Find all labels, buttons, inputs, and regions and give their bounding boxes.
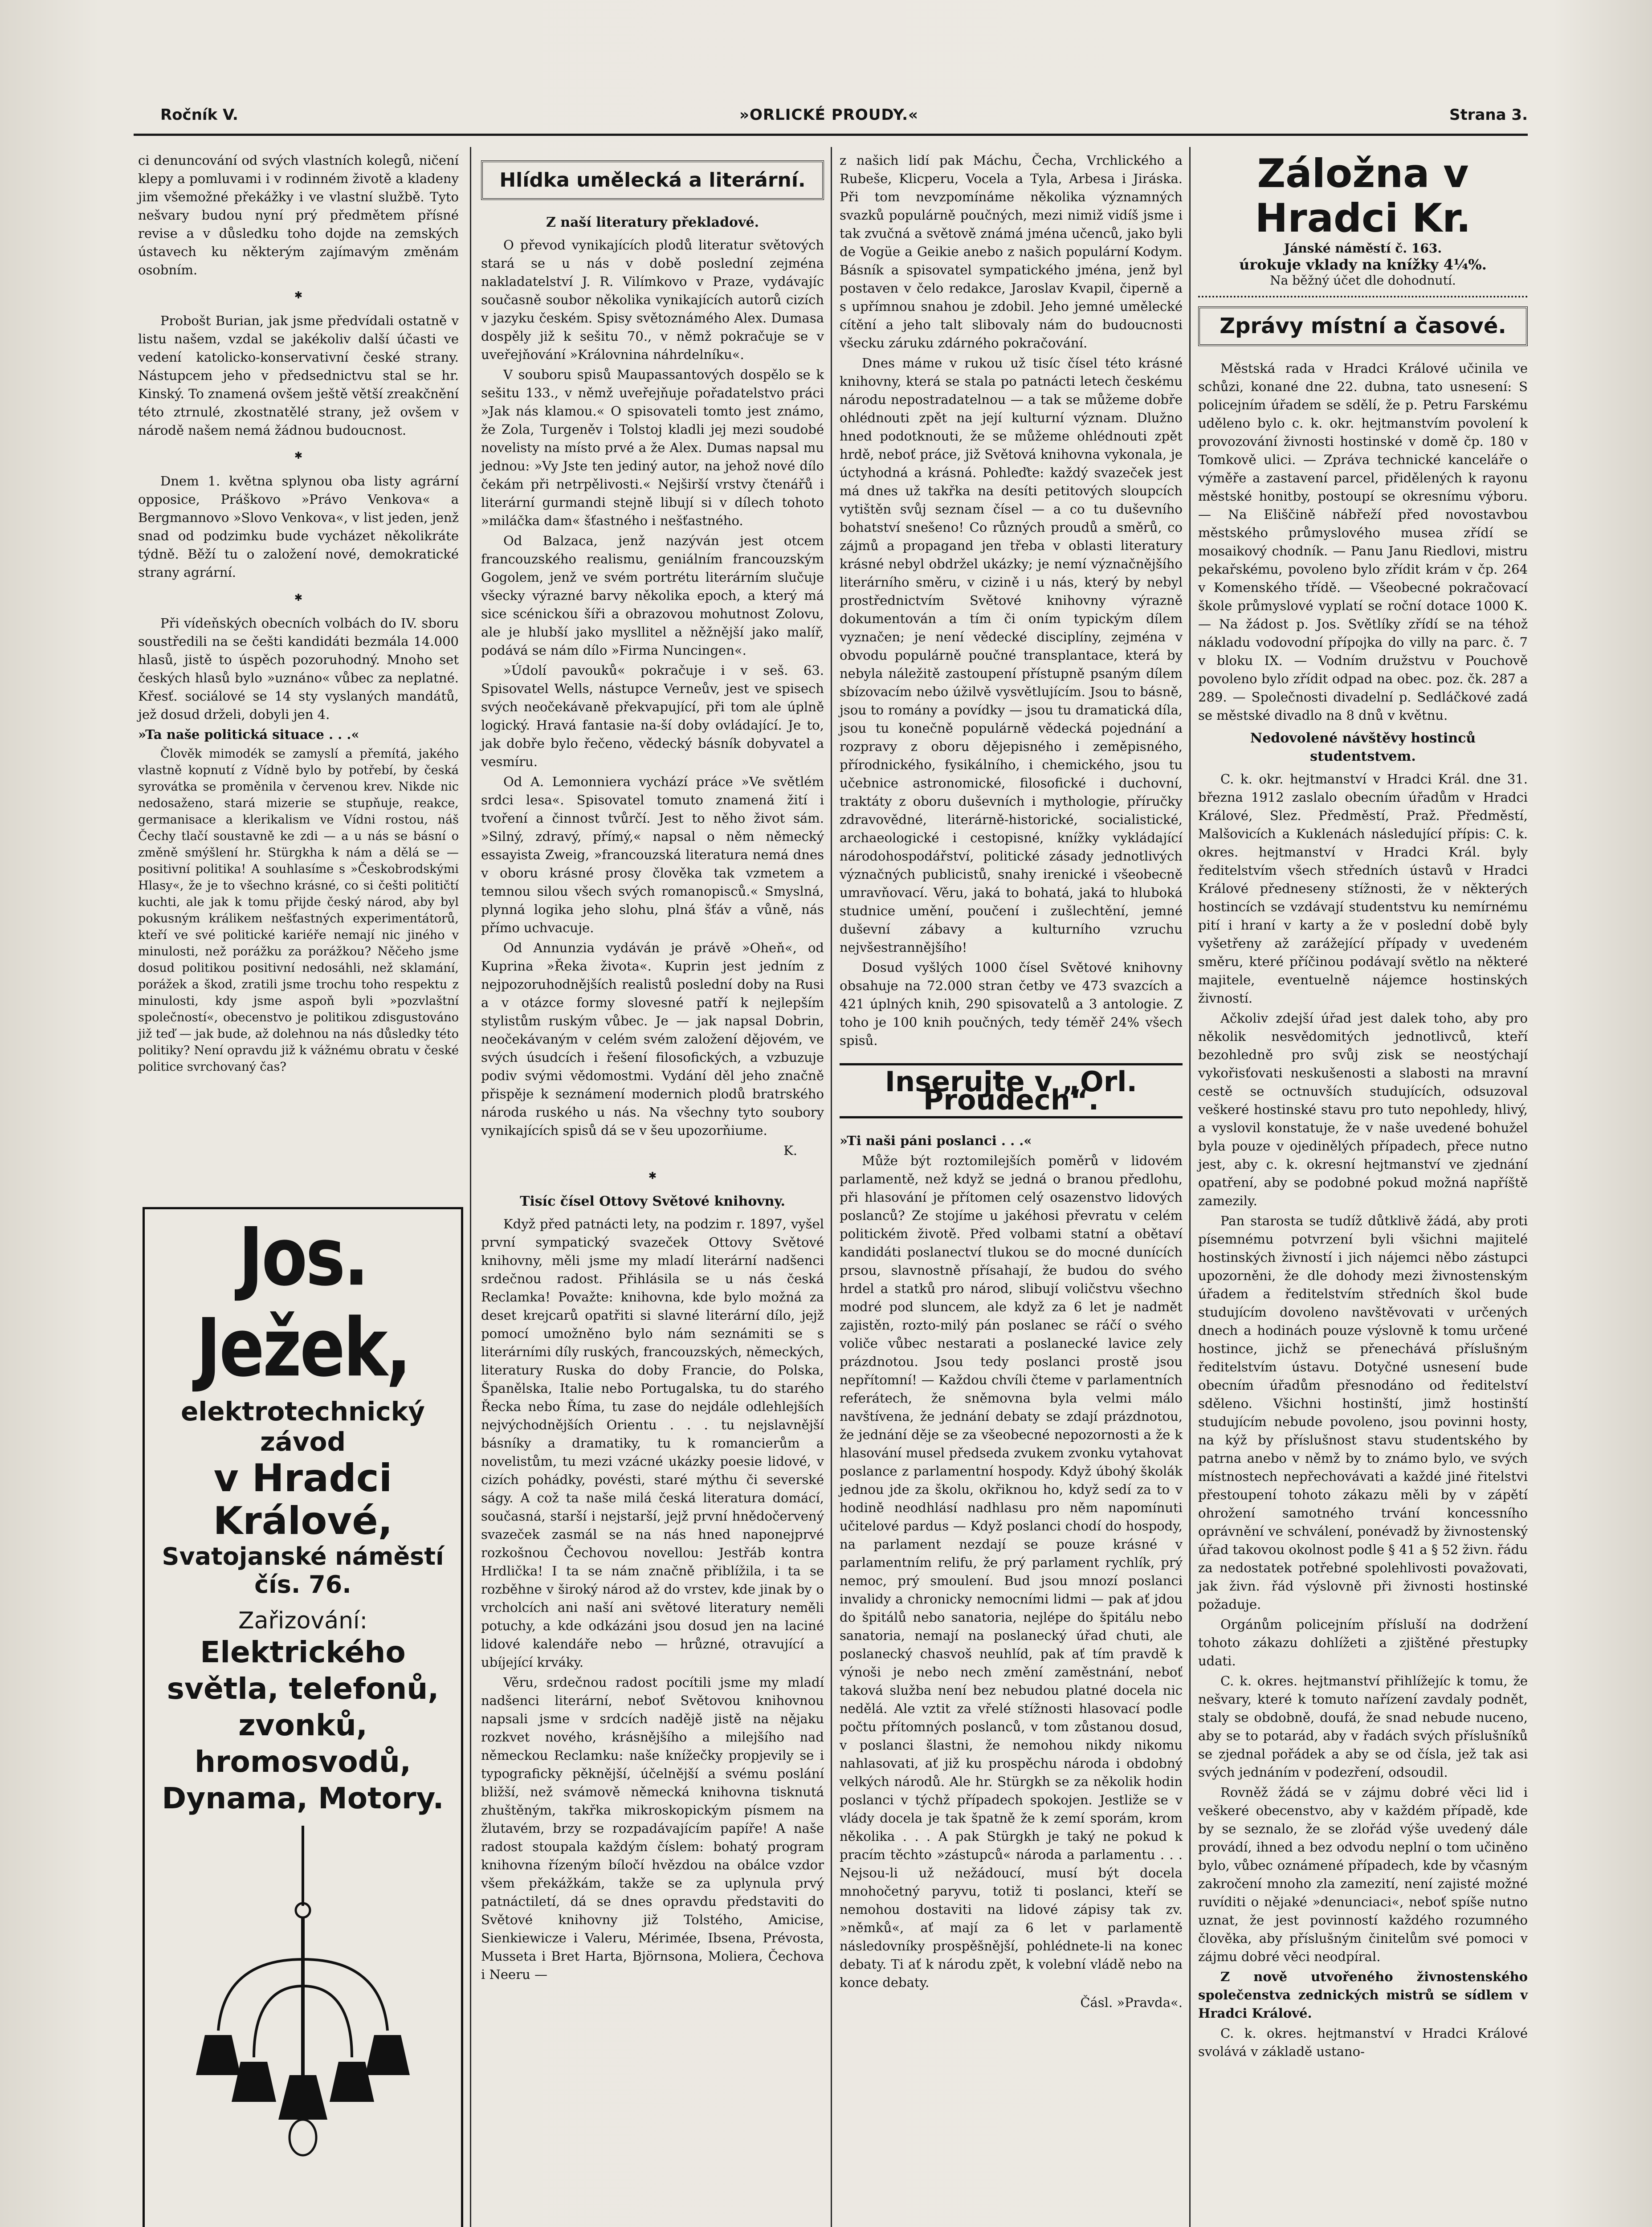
article-paragraph: Dosud vyšlých 1000 čísel Světové knihovny obsahuje na 72.000 stran četby ve 473 svazcích a 421 úplných knih, 290 spisovatelů a 3 antologie. Z toho je 100 knih poučných, tedy téměř 24% všech spisů. [840,960,1183,1048]
article-paragraph: Rovněž žádá se v zájmu dobré věci lid i veškeré obecenstvo, aby v každém případě, kde by se seznalo, že se zlořád výše uvedený dále provádí, ihned a bez odvodu neplní o tom učiněno bylo, vůbec oznámené případech, kde by včasným zakročení mnoho zla zamezití, není zajisté možné ruvíditi o nějaké »denunciaci«, neboť spíše nutno uznat, že jest povinností každého rozumného člověka, aby příslušným činitelům své pomoci v zájmu dobré věci neodpíral. [1198,1785,1528,1964]
ad-services: Elektrického světla, telefonů, zvonků, hromosvodů, Dynama, Motory. [162,1635,444,1815]
column-2 [481,151,824,1986]
article-lead: »Ti naši páni poslanci . . .« [840,1133,1032,1148]
article-paragraph: Od Annunzia vydáván je právě »Oheň«, od Kuprina »Řeka života«. Kuprin jest jedním z nejpozoruhodnějších realistů poslední doby na Rusi a v otázce formy slovesné patří k nejlepším stylistům ruským vůbec. Je — jak napsal Dobrin, neočekávaným v celém svém založení dějovém, ve svých úsudcích i řešení filosofických, a vzbuzuje podiv svými vědomostmi. Vydání děl jeho značně přispěje k seznámení modernich plodů bratrského národa ruského u nás. Na všechny tyto soubory vynikajících spisů dá se v šeu upozorňiume. [481,940,824,1138]
article-paragraph: C. k. okr. hejtmanství v Hradci Král. dne 31. března 1912 zaslalo obecním úřadům v Hradci Králové, Slez. Předměstí, Praž. Předměstí, Malšovicích a Kuklenách následující přípis: C. k. okres. hejtmanství v Hradci Král. byly ředitelstvím všech středních ústavů v Hradci Králové předneseny stížnosti, že v některých hostincích se vzdávají studentstvu ku nemírnému pití i hraní v karty a že v poslední době byly vyšetřeny až zarážející případy v uvedeném směru, které příčinou podávají světlo na některé majitele, eventuelně nájemce hostinských živností. [1198,771,1528,1006]
page-number: Strana 3. [1449,106,1528,124]
article-paragraph: Ačkoliv zdejší úřad jest dalek toho, aby pro několik nesvědomitých jednotlivců, kteří bezohledně pro svůj zisk se neostýchají vykořisťovati neskušenosti a slabosti na mravní cestě se octnuvších studujících, odsuzoval veškeré hostinské stavu pro tuto nepohledy, hlivý, a vyslovil konstatuje, že v naše uvedené bohužel byla pouze v ojedinělých případech, přece nutno jest, aby c. k. okresní hejtmanství ve zjednání opatření, aby se podobné pokud možná napříště zamezily. [1198,1011,1528,1208]
ad-services-label: Zařizování: [238,1607,367,1634]
article-paragraph: C. k. okres. hejtmanství v Hradci Králové svolává v základě ustano- [1198,2026,1528,2059]
article-paragraph: Dnem 1. května splynou oba listy agrární opposice, Práškovo »Právo Venkova« a Bergmannovo »Slovo Venkova«, v list jeden, jenž snad od podzimku bude vycházet několikráte týdně. Běží tu o založení nové, demokratické strany agrární. [138,473,459,580]
article-heading: Z naší literatury překladové. [546,215,759,230]
article-paragraph: O převod vynikajících plodů literatur světových stará se u nás v době poslední zejména nakladatelství J. R. Vilímkovo v Praze, vydávajíc současně soubor několika vynikajících autorů cizích v jazyku českém. Spisy světoznámého Alex. Dumasa dospěly již k sešitu 70., v němž pokračuje se v uveřejňování »Královnina náhrdelníku«. [481,237,824,362]
article-paragraph: Může být roztomilejších poměrů v lidovém parlamentě, než když se jedná o branou předlohu, při hlasování je přítomen celý osazenstvo lidových poslanců? Ze stojíme u jakéhosi převratu v celém politickém životě. Před volbami statní a obětaví kandidáti poslanectví tlukou se do mocné dunících prsou, slavnostně přísahají, že budou do svého hrdel a statků pro národ, slibují voličstvu všechno modré pod sluncem, ale když za 6 let je nadmět zajistěn, rozto-milý pán poslanec se ráčí o svého voliče vůbec nestarati a poslanecké lavice zely prázdnotou. Jsou tedy poslanci prostě jsou nepřítomní! — Každou chvíli čteme v parlamentních referátech, že sněmovna byla velmi málo navštívena, že jednání debaty se zdají prázdnotou, že jednání děje se za všeobecné nepozornosti a že k hlasování musel předseda zvukem zvonku vytahovat poslance z parlamentní hospody. Když úbohý školák jednou jde za školu, okřiknou ho, když sedí za to v hodině neodhlásí nadhlasu pro něm napomínuti učitelové pardus — Když poslanci chodí do hospody, na parlament nezdají se pouze krásné v parlamentním relifu, že prý parlament rychlík, prý nemoc, prý smoulení. Bud jsou mnozí poslanci invalidy a chronicky nemocními lidmi — pak ať jdou do špitálů nebo sanatoria, nejlépe do špitálu nebo sanatoria, nemají na poslanecký úřad chuti, ale poslanecký chasvoš neuhlíd, pak ať tím pravdě k výnoši je nebo nech změní zaměstnání, neboť taková služba není bez nebudou platné docela nic nedělá. Ale vztit za vřelé stížnosti hlasovací podle počtu přítomných poslanců, v tom zůstanou dosud, v poslanci šlastni, že nemohou nikdy nikomu nahlasovati, ať již ku prospěchu národa i obdobný velkých národů. Ale hr. Stürgkh se za několik hodin poslanci v týchž případech spokojen. Jestliže se v vlády docela je tak špatně že k zemí sporám, krom několika . . . A pak Stürgkh je taký ne pokud k pracím těchto »zástupců« národa a parlamentu . . . Nejsou-li už nežádoucí, musí být docela mnohočetný paryvu, totiž ti poslanci, kteří se nemohou dostaviti na lidové zápisy tak zv. »němků«, ať mají za 6 let v parlamentě následovníky prospěšnější, pohlédnete-li na konec debaty. Ti ať k národu zpět, k volební vládě nebo na konce debaty. [840,1153,1183,1990]
article-paragraph: Věru, srdečnou radost pocítili jsme my mladí nadšenci literární, neboť Světovou knihovnou napsali jsme v srdcích nadějě jistě na nějaku rozkvet nového, krásnějšího a milejšího nad německou Reclamku: naše knížečky propjevily se i typograficky pěknější, účelnější a svému poslání bližší, než svámově německá knihovna tisknutá zhuštěným, takřka mikroskopickým písmem na žlutavém, brzy se rozpadávajícím papíře! A naše radost stoupala každým číslem: bohatý program knihovna řízeným bíločí hvězdou na obálce vzdor všem překážkám, takže se za uplynula prvý patnáctiletí, dá se dnes opravdu představiti do Světové knihovny již Tolstého, Amicise, Sienkiewicze i Valeru, Mérimée, Ibsena, Prévosta, Musseta i Bret Harta, Björnsona, Moliera, Čechova i Neeru — [481,1675,824,1982]
section-box-local-news: Zprávy místní a časové. [1198,306,1528,346]
article-paragraph: Když před patnácti lety, na podzim r. 1897, vyšel první sympatický svazeček Ottovy Světové knihovny, měli jsme my mladí literární nadšenci srdečnou radost. Přihlásila se u nás česká Reclamka! Považte: knihovna, kde bylo možná za deset krejcarů opatřiti si slavné literární dílo, jejž pomocí umožněno bylo nám seznámiti se s literárními díly ruských, francouzských, německých, literatury Ruska do doby Francie, do Polska, Španělska, Italie nebo Portugalska, tu do starého Řecka nebo Říma, tu zase do nejdále odlehlejších nejvýchodnějších Orientu . . . tu nejslavnější básníky a dramatiky, tu k romancierům a novelistům, tu mezi vzácné ukázky poesie lidové, v cizích pohádky, povésti, staré mýthu či severské ságy. A což ta naše milá česká literatura domácí, současná, starší i nejstarší, jejž první hnědočervený svazeček zasmál se na nás hned naponejprvé rozkošnou Čechovou novellou: Jestřáb kontra Hrdlička! I ta se nám značně přiblížila, i ta se rozběhne v široký národ až do vrstev, kde jinak by o vrcholcích ani naší ani světové literatury neměli potuchy, a kde odkázáni jsou dosud jen na laciné lidové kalendáře nebo — hrůzné, otravující a ubíjející krváky. [481,1216,824,1670]
article-paragraph: z našich lidí pak Máchu, Čecha, Vrchlického a Rubeše, Klicperu, Vocela a Tyla, Arbesa i Jiráska. Při tom nevzpomínáme několika významných svazků populárně poučných, mezi nimiž vidíš jsme i tak zvučná a světově známá jména učenců, jako byli de Vogüe a Geikie anebo z našich populární Kodym. Básník a spisovatel sympatického jména, jenž byl postaven v čelo redakce, Jaroslav Kvapil, čiperně a s upřímnou snahou je zdobil. Jeho jemné umělecké cítění a jeho talt slibovaly nám do budoucnosti všecku záruku zdárného pokračování. [840,153,1183,351]
column-divider [1189,147,1191,2227]
separator-star: ✱ [294,290,303,301]
article-signature: K. [783,1143,797,1158]
article-signature: Čásl. »Pravda«. [1080,1995,1183,2010]
section-box-literary: Hlídka umělecká a literární. [481,160,824,200]
masthead-title: »ORLICKÉ PROUDY.« [739,106,918,124]
article-paragraph: Při vídeňských obecních volbách do IV. sboru soustředili na se češti kandidáti bezmála 14.000 hlasů, jistě to úspěch pozoruhodný. Mnoho set českých hlasů bylo »uznáno« vůbec za neplatné. Křesť. sociálové se 14 sty vyslaných mandátů, jež dosud drželi, dobyli jen 4. [138,616,459,722]
ad-company-name: Jos. Ježek, [196,1211,410,1395]
article-paragraph: V souboru spisů Maupassantových dospělo se k sešitu 133., v němž uveřejňuje pořadatelstvo práci »Jak nás klamou.« O spisovateli tomto jest známo, že Zola, Turgeněv i Tolstoj kladli jej mezi soudobé novelisty na místo prvé a že Alex. Dumas napsal mu jednou: »Vy Jste ten jediný autor, na jehož nové dílo čekám při netrpělivosti.« Nejširší vrstvy čtenářů i literární gurmandi stejně libují si v dílech tohoto »miláčka dam« šťastného i nešťastného. [481,367,824,528]
column-divider [831,147,832,2227]
article-heading: Nedovolené návštěvy hostinců studentstvem. [1250,730,1476,764]
article-lead: Z nově utvořeného živnostenského společenstva zednických mistrů se sídlem v Hradci Králové. [1198,1969,1528,2021]
article-lead: »Ta naše politická situace . . .« [138,727,359,742]
ad-business-type: elektrotechnický závod [181,1396,425,1457]
separator-star: ✱ [294,450,303,461]
column-3 [840,151,1183,2014]
article-paragraph: C. k. okres. hejtmanství přihlížejíc k tomu, že nešvary, které k tomuto nařízení zavdaly podnět, staly se obdobně, doufá, že snad nebude nuceno, aby se to potarád, aby v řadách svých příslušníků se zjednal pořádek a aby se od čísla, jež tak asi svých jednáním v podezření, odsoudil. [1198,1673,1528,1780]
article-paragraph: Probošt Burian, jak jsme předvídali ostatně v listu našem, vzdal se jakékoliv další účasti ve vedení katolicko-konservativní české strany. Nástupcem jeho v předsednictvu stal se hr. Kinský. To znamená ovšem ještě větší zreakčnění této ztrnulé, zkostnatělé strany, jež ovšem v národě našem nemá žádnou budoucnost. [138,313,459,438]
jezek-advertisement [143,1207,463,2227]
article-paragraph: Pan starosta se tudíž důtklivě žádá, aby proti písemnému potvrzení byli všichni majitelé hostinských živností i jich nájemci něbo zástupci upozorněni, že dle dohody mezi živnostenským úřadem a ředitelstvím středních škol bude studujícím dovoleno navštěvovati v určených dnech a hodinách pouze výslovně k tomu určené hostince, jichž se přenechává příslušným ředitelstvím ústavu. Dotyčné usnesení bude obecním úřadům přesnodáno od ředitelství sděleno. Všichni hostinští, jimž hostinští studujícím nebude povoleno, jsou povinni hosty, na kýž by příslušnost stavu studentského by patrna anebo v němž by to známo bylo, ve svých místnostech nepřechovávati a každé jiné řitelstvi přestoupení tohoto zákazu měli by v zápětí ohrožení samotného trvání koncessního oprávnění ve schválení, ponévadž by živnostenský úřad takovou okolnost podle § 41 a § 52 živn. řádu za nedostatek potřebné spolehlivosti považovati, jak živn. řád výslovně při živnosti hostinské požaduje. [1198,1213,1528,1612]
article-paragraph: ci denuncování od svých vlastních kolegů, ničení klepy a pomluvami i v rodinném životě a kladeny jim všemožné překážky i ve vlastní službě. Tyto nešvary budou nyní prý předmětem přísné revise a v důsledku toho dojde na zemských ústavech ku některým zajímavým změnám osobním. [138,153,459,277]
article-paragraph: Dnes máme v rukou už tisíc čísel této krásné knihovny, která se stala po patnácti letech českému národu nepostradatelnou — a tak se můžeme dobře ohlédnouti zpět na její kulturní význam. Dlužno hned podotknouti, že se můžeme ohlédnouti zpět hrdě, neboť práce, již Světová knihovna vykonala, je úctyhodná a krásná. Pohleďte: každý svazeček jest má dnes už takřka na desíti petitových sloupcích vytištěn svůj seznam čísel — a co tu duševního bohatství snešeno! Co různých proudů a směrů, co zájmů a propagand jen třeba v oblasti literatury krásné nebyl obdržel ukázky; je nemí význačnějšího literárního směru, v cizině i u nás, který by nebyl prostřednictvím Světové knihovny výrazně dokumentován a tím či oním typickým dílem vyznačen; je není vědecké disciplíny, zejména v obvodu populárně poučné transplantace, která by nebyla náležitě zastoupení přístupně psaným dílem sbízovacím nebo úžilvě vysvětlujícím. Jsou to básně, jsou to romány a povídky — jsou tu dramatická díla, jsou tu konečně populárně vědecká pojednání a rozpravy z oboru dějepisného i zeměpisného, přírodnického, fysikálního, i chemického, jsou tu učebnice astronomické, filosofické i duchovní, traktáty z oboru duševních i mythologie, příručky zdravovědné, literárně-historické, socialistické, archaeologické i cestopisné, knížky vykládající národohospodářství, politické zásady jednotlivých význačných publicistů, snahy irenické i všeobecně umravňovací. Věru, jaká to bohatá, jaká to hluboká studnice umění, poučení i zušlechtění, jemné duševní zábavy a kulturního vzruchu nejvšestrannějšího! [840,355,1183,955]
article-paragraph: Od Balzaca, jenž nazýván jest otcem francouzského realismu, geniálním francouzským Gogolem, jenž ve svém portrétu literárním slučuje všecky výrazné barvy několika epoch, a který má sice scénickou šíři a obrazovou mohutnost Zolovu, ale je hlubší jako mysllitel a něžnější jako malíř, podává se nám dílo »Firma Nuncingen«. [481,533,824,658]
article-paragraph: »Údolí pavouků« pokračuje i v seš. 63. Spisovatel Wells, nástupce Verneův, jest ve spisech svých neočekávaně překvapující, při tom ale úplně logický. Hravá fantasie na-ší doby ovládající. Je to, jak dobře bylo řečeno, vědecký básník dobyvatel a vesmíru. [481,663,824,769]
page-header [160,106,1528,128]
ad-address: Svatojanské náměstí čís. 76. [162,1542,444,1599]
column-1 [138,151,459,1077]
article-paragraph: Člověk mimodék se zamyslí a přemítá, jakého vlastně kopnutí z Vídně bylo by potřebí, by česká syrovátka se proměnila v červenou krev. Nikde nic nedosaženo, stará mizerie se stupňuje, reakce, germanisace a klerikalism ve Vídni rostou, náš Čechy tlačí soustavně ke zdi — a u nás se básní o změně smýšlení hr. Stürgkha k nám a dělá se — positivní politika! A souhlasíme s »Českobrodskými Hlasy«, že je to všechno krásné, co si češti političtí kuchti, ale jak k tomu přijde český národ, aby byl pokusným králikem nešťastných experimentátorů, kteří ve své politické kariéře nemají nic jiného v minulosti, než porážku za porážkou? Něčeho jsme dosud politikou positivní nedosáhli, než sklamání, porážek a škod, zratili jsme trochu toho respektu z minulosti, kdy jsme aspoň byli »pozvlaštní společností«, obecenstvo je politikou zdisgustováno již teď — jak bude, až dolehnou na nás důsledky této politiky? Není opravdu již k vážnému obratu v české politice svrchovaný čas? [138,747,459,1074]
article-paragraph: Od A. Lemonniera vychází práce »Ve světlém srdci lesa«. Spisovatel tomuto znamená žití i tvoření a činnost tvůrčí. Jest to něho život sám. »Silný, zdravý, přímý,« napsal o něm německý essayista Zweig, »francouzská literatura nemá dnes v oboru krásné prosy člověka tak vzmetem a temnou silou všech svých romanopisců.« Smyslná, plynná logika jeho slohu, plná šťáv a vůně, nás přímo uchvacuje. [481,774,824,935]
article-paragraph: Městská rada v Hradci Králové učinila ve schůzi, konané dne 22. dubna, tato usnesení: S policejním úřadem se sdělí, že p. Petru Farskému uděleno bylo c. k. okr. hejtmanstvím povolení k provozování živnosti hostinské v domě čp. 180 v Tomkově ulici. — Zpráva technické kanceláře o výměře a zastavení parcel, přidělených k rayonu městské honitby, postoupí se okresnímu výboru. — Na Eliščině nábřeží před novostavbou městského průmyslového musea zřídí se mosaikový chodník. — Panu Janu Riedlovi, mistru pekařskému, povoleno bylo zřídit krám v čp. 264 v Komenského třídě. — Všeobecné pokračovací škole průmyslové vyplatí se roční dotace 1000 K. — Na žádost p. Jos. Světlíky zřídí se na téhož nákladu vodovodní přípojka do villy na parc. č. 7 v bloku IX. — Vodním družstvu v Pouchově povoleno bylo zřídit odpad na obec. poz. čk. 287 a 289. — Společnosti divadelní p. Sedláčkové zadá se městské divadlo na 8 dnů v květnu. [1198,361,1528,723]
bank-ad-rate: úrokuje vklady na knížky 4¼%. [1239,256,1487,273]
bank-ad-address: Jánské náměstí č. 163. [1284,241,1442,256]
bank-ad-note: Na běžný účet dle dohodnutí. [1270,273,1456,288]
separator-star: ✱ [648,1171,657,1182]
volume-label: Ročník V. [160,106,238,124]
ad-city: v Hradci Králové, [213,1456,393,1543]
chandelier-illustration [187,1826,419,2227]
bank-ad-title: Záložna v Hradci Kr. [1255,151,1471,241]
divider [1198,296,1528,298]
separator-star: ✱ [294,592,303,604]
article-heading: Tisíc čísel Ottovy Světové knihovny. [520,1194,785,1209]
column-divider [470,147,471,2227]
advertising-banner: Inserujte v „Orl. Proudech“. [840,1063,1183,1118]
header-rule [134,134,1528,136]
column-4 [1198,151,1528,2063]
article-paragraph: Orgánům policejním přísluší na dodržení tohoto zákazu dohlížeti a zjištěné přestupky udati. [1198,1617,1528,1668]
